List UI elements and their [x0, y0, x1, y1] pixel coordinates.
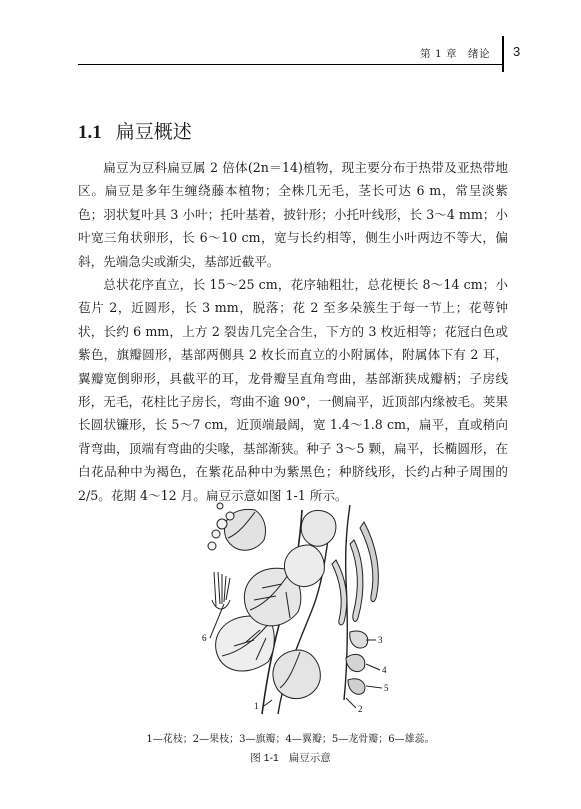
figure-label: 2	[358, 704, 363, 714]
figure-caption	[0, 750, 581, 765]
figure-caption-number: 图 1-1	[250, 752, 279, 764]
figure-illustration	[150, 500, 450, 718]
page-number: 3	[513, 44, 521, 59]
running-header-chapter: 第 1 章 绪论	[420, 48, 490, 60]
figure-label: 3	[378, 635, 383, 645]
figure-label: 1	[254, 701, 259, 711]
figure-label: 5	[384, 683, 389, 693]
header-vertical-rule	[502, 36, 504, 72]
section-number: 1.1	[78, 122, 102, 143]
figure-label: 6	[202, 633, 207, 643]
body-text	[78, 156, 508, 507]
paragraph: 总状花序直立，长 15～25 cm，花序轴粗壮，总花梗长 8～14 cm；小苞片 2，近圆形，长 3 mm，脱落；花 2 至多朵簇生于每一节上；花萼钟状，长约 6 mm，上方 2 裂齿几完全合生，下方的 3 枚近相等；花冠白色或紫色，旗瓣圆形，基部两侧具 2 枚长而直立的小附属体，附属体下有 2 耳，翼瓣宽倒卵形，具截平的耳，龙骨瓣呈直角弯曲，基部渐狭成瓣柄；子房线形，无毛，花柱比子房长，弯曲不逾 90°，一侧扁平，近顶部内缘被毛。荚果长圆状镰形，长 5～7 cm，近顶端最阔，宽 1.4～1.8 cm，扁平，直或稍向背弯曲，顶端有弯曲的尖喙，基部渐狭。种子 3～5 颗，扁平，长椭圆形，在白花品种中为褐色，在紫花品种中为紫黑色；种脐线形，长约占种子周围的 2/5。花期 4～12 月。扁豆示意如图 1-1 所示。	[78, 277, 508, 503]
section-title: 扁豆概述	[115, 121, 192, 143]
bean-plant-illustration	[150, 500, 450, 718]
section-heading	[78, 117, 192, 144]
figure-legend: 1—花枝；2—果枝；3—旗瓣；4—翼瓣；5—龙骨瓣；6—雄蕊。	[146, 734, 435, 745]
figure-label: 4	[382, 665, 387, 675]
figure-caption-title: 扁豆示意	[288, 752, 331, 764]
header-rule	[78, 64, 503, 65]
paragraph: 扁豆为豆科扁豆属 2 倍体(2n＝14)植物，现主要分布于热带及亚热带地区。扁豆是多年生缠绕藤本植物；全株几无毛，茎长可达 6 m，常呈淡紫色；羽状复叶具 3 小叶；托叶基着，披针形；小托叶线形，长 3～4 mm；小叶宽三角状卵形，长 6～10 cm，宽与长约相等，侧生小叶两边不等大，偏斜，先端急尖或渐尖，基部近截平。	[78, 160, 508, 269]
